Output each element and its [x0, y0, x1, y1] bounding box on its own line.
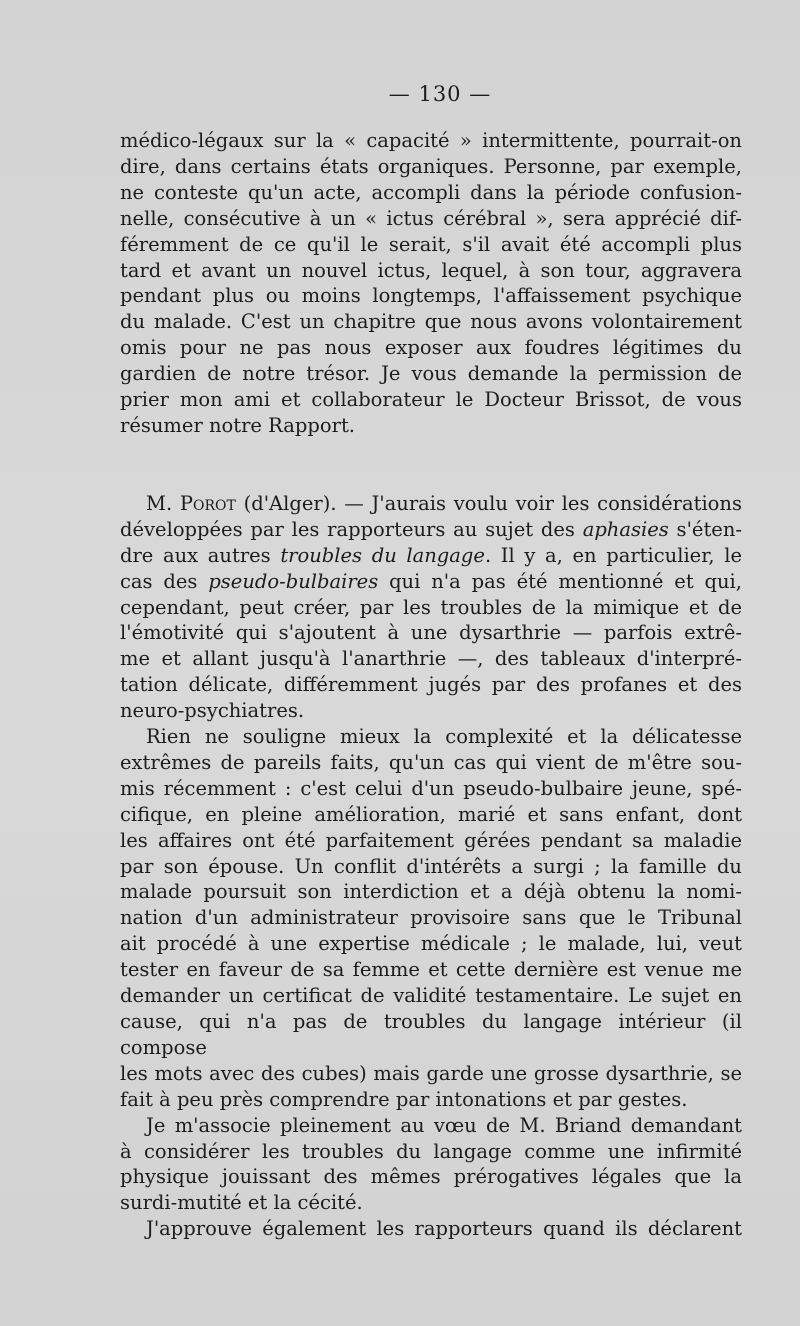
line-text: dre aux autres — [120, 543, 281, 567]
text-line: demander un certificat de validité testamentaire. Le sujet en — [120, 984, 742, 1008]
text-line: du malade. C'est un chapitre que nous avons volontairement — [120, 310, 742, 334]
page-number: — 130 — — [388, 82, 492, 106]
line-text: s'éten- — [668, 517, 742, 541]
text-line: tester en faveur de sa femme et cette dernière est venue me — [120, 958, 742, 982]
text-line: l'émotivité qui s'ajoutent à une dysarthrie — parfois extrê- — [120, 621, 742, 645]
text-line: résumer notre Rapport. — [120, 413, 355, 437]
speaker-suffix: (d'Alger). — J'aurais voulu voir les considérations — [235, 491, 742, 515]
line-text: développées par les rapporteurs au sujet des — [120, 517, 583, 541]
text-line: extrêmes de pareils faits, qu'un cas qui vient de m'être sou- — [120, 750, 742, 774]
text-line: Je m'associe pleinement au vœu de M. Briand demandant — [146, 1113, 742, 1137]
line-text: cas des — [120, 569, 209, 593]
text-line: par son épouse. Un conflit d'intérêts a surgi ; la famille du — [120, 854, 742, 878]
text-line: tard et avant un nouvel ictus, lequel, à son tour, aggravera — [120, 258, 742, 282]
text-line: physique jouissant des mêmes prérogatives légales que la — [120, 1165, 742, 1189]
text-line — [120, 491, 742, 517]
emphasis-troubles-du-langage: troubles du langage — [280, 543, 485, 567]
text-line: omis pour ne pas nous exposer aux foudres légitimes du — [120, 336, 742, 360]
text-line: neuro-psychiatres. — [120, 699, 305, 723]
text-line: mis récemment : c'est celui d'un pseudo-bulbaire jeune, spé- — [120, 776, 742, 800]
text-line: tation délicate, différemment jugés par des profanes et des — [120, 673, 742, 697]
speaker-name: Porot — [179, 491, 236, 515]
body-text — [120, 128, 742, 1242]
line-text: qui n'a pas été mentionné et qui, — [378, 569, 742, 593]
text-line: Rien ne souligne mieux la complexité et la délicatesse — [146, 725, 742, 749]
text-line: surdi-mutité et la cécité. — [120, 1191, 363, 1215]
text-line: fait à peu près comprendre par intonations et par gestes. — [120, 1087, 688, 1111]
emphasis-pseudo-bulbaires: pseudo-bulbaires — [208, 569, 379, 593]
paragraph-approuve — [120, 1216, 742, 1242]
text-line: prier mon ami et collaborateur le Docteur Brissot, de vous — [120, 388, 742, 412]
text-line: nation d'un administrateur provisoire sans que le Tribunal — [120, 906, 742, 930]
text-line — [120, 543, 742, 569]
paragraph-gap — [120, 439, 742, 491]
text-line: nelle, consécutive à un « ictus cérébral », sera apprécié dif- — [120, 206, 742, 230]
text-line: dire, dans certains états organiques. Personne, par exemple, — [120, 154, 742, 178]
text-line: pendant plus ou moins longtemps, l'affaissement psychique — [120, 284, 742, 308]
text-line: les affaires ont été parfaitement gérées pendant sa maladie — [120, 828, 742, 852]
text-line: ne conteste qu'un acte, accompli dans la période confusion- — [120, 180, 742, 204]
emphasis-aphasies: aphasies — [582, 517, 669, 541]
text-line: J'approuve également les rapporteurs quand ils déclarent — [146, 1217, 742, 1241]
paragraph-continuation — [120, 128, 742, 439]
text-line: gardien de notre trésor. Je vous demande la permission de — [120, 362, 742, 386]
text-line: médico-légaux sur la « capacité » intermittente, pourrait-on — [120, 129, 742, 152]
text-line: cifique, en pleine amélioration, marié et sans enfant, dont — [120, 802, 742, 826]
text-line: cause, qui n'a pas de troubles du langage intérieur (il compose — [120, 1010, 742, 1059]
line-text: . Il y a, en particulier, le — [484, 543, 743, 567]
text-line: cependant, peut créer, par les troubles de la mimique et de — [120, 595, 742, 619]
paragraph-briand — [120, 1113, 742, 1217]
text-line: à considérer les troubles du langage comme une infirmité — [120, 1139, 742, 1163]
speaker-prefix: M. — [146, 491, 180, 515]
text-line: ait procédé à une expertise médicale ; le malade, lui, veut — [120, 932, 742, 956]
paragraph-porot — [120, 491, 742, 724]
text-line: malade poursuit son interdiction et a déjà obtenu la nomi- — [120, 880, 742, 904]
paragraph-case — [120, 724, 742, 1113]
text-line — [120, 517, 742, 543]
text-line: féremment de ce qu'il le serait, s'il avait été accompli plus — [120, 232, 742, 256]
text-line — [120, 569, 742, 595]
text-line: les mots avec des cubes) mais garde une grosse dysarthrie, se — [120, 1061, 742, 1085]
text-line: me et allant jusqu'à l'anarthrie —, des tableaux d'interpré- — [120, 647, 742, 671]
